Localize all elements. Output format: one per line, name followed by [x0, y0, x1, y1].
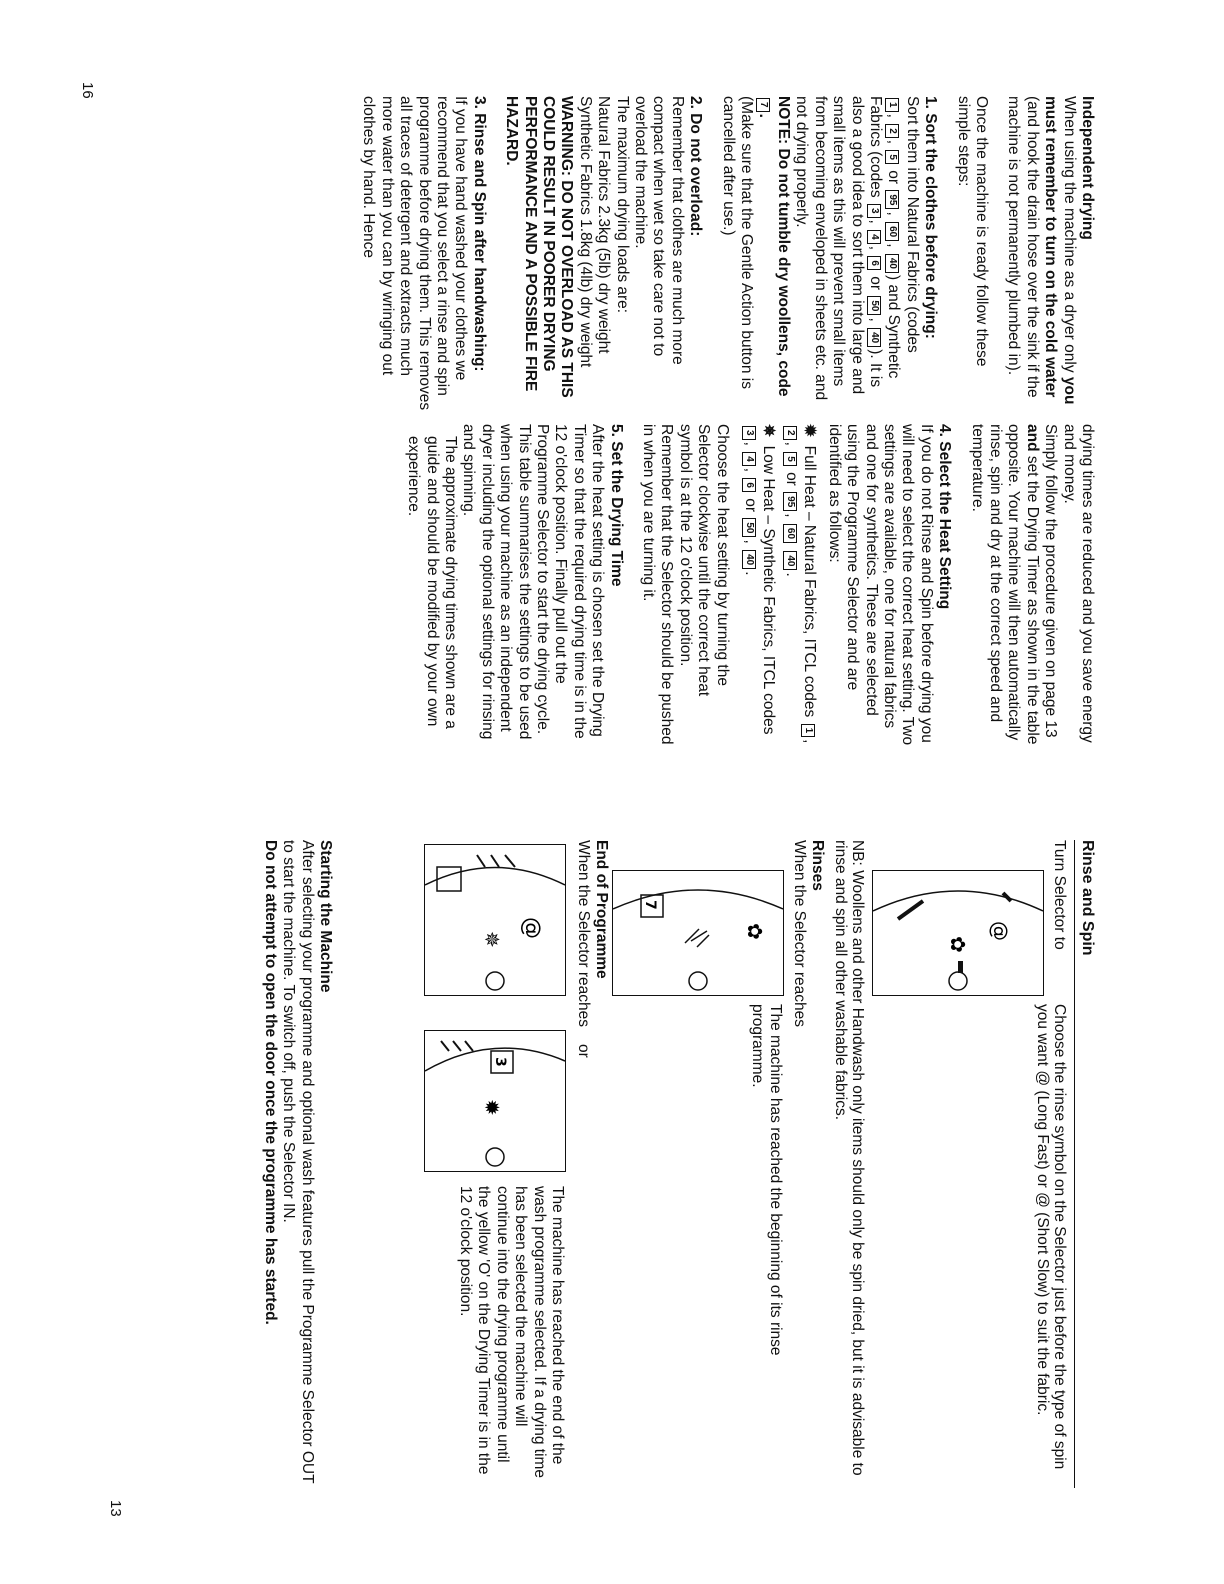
rinses-when: When the Selector reaches: [790, 840, 808, 1027]
end-heading: End of Programme: [593, 840, 610, 979]
step1-heading: 1. Sort the clothes before drying:: [922, 96, 940, 339]
short-slow-icon: @: [1034, 1192, 1051, 1208]
long-fast-icon: @: [1034, 1070, 1051, 1087]
step2-text: Remember that clothes are much more compact when wet so take care not to overload the machine.: [632, 96, 686, 365]
overload-warning: WARNING: DO NOT OVERLOAD AS THIS COULD RESULT IN POORER DRYING PERFORMANCE AND A POSSIBLE FIRE HAZARD.: [503, 96, 576, 398]
svg-text:✿: ✿: [743, 923, 767, 940]
page13-column: [1078, 840, 1096, 1480]
starting-heading: Starting the Machine: [317, 840, 334, 993]
rinse-spin-turn-label: Turn Selector to: [1051, 840, 1068, 950]
page16-column1: [345, 96, 1096, 412]
end-text: The machine has reached the end of the wash programme selected. If a drying time has been selected the machine will continue into the drying programme until the yellow 'O' on the Drying Timer is in the 12 o'clock position.: [456, 1186, 566, 1479]
end-or: or: [575, 1044, 592, 1058]
rinses-text: The machine has reached the beginning of its rinse programme.: [748, 1004, 784, 1356]
rinse-spin-heading: Rinse and Spin: [1079, 840, 1096, 956]
svg-text:✹: ✹: [480, 1099, 504, 1116]
rinses-section: [789, 840, 826, 1480]
independent-drying-heading: Independent drying: [1079, 96, 1096, 240]
gentle-action-note: (Make sure that the Gentle Action button is cancelled after use.): [719, 96, 756, 389]
selector-dial-end-1: [424, 844, 566, 996]
heat-choose-text: Choose the heat setting by turning the Selector clockwise until the correct heat symbol is at the 12 o'clock position. Remember that the Selector should be pushed in when you are turning it.: [640, 424, 731, 745]
page-number-13: 13: [107, 1500, 124, 1517]
wool-note: NOTE: Do not tumble dry woollens, code 7.: [756, 96, 792, 397]
natural-load: Natural Fabrics 2.3kg (5lb) dry weight: [595, 96, 613, 354]
dial-code-7: 7: [642, 900, 658, 910]
low-heat-icon: ✵: [760, 424, 778, 437]
step1-text: Sort them into Natural Fabrics (codes 1, 2, 5 or 95, 60, 40) and Synthetic Fabrics (codes 3, 4, 6 or 50, 40). It is also a good idea to sort them into large and small items as this will prevent small items from becoming enveloped in sheets etc. and not drying properly.: [793, 96, 921, 401]
selector-dial-rinses: [612, 870, 784, 996]
page-number-16: 16: [79, 82, 96, 99]
flower-icon: ✿: [946, 936, 970, 953]
end-section: [573, 840, 610, 1480]
full-heat-icon: ✹: [801, 424, 819, 437]
step3-text: If you have hand washed your clothes we recommend that you select a rinse and spin programme before drying them. This removes all traces of detergent and extracts much more water than you can by wringing out clothes by hand. Hence: [360, 96, 470, 411]
step5-text: After the heat setting is chosen set the Drying Timer so that the required drying time is in the 12 o'clock position. Finally pull out the Programme Selector to start the drying cycle.: [534, 424, 607, 739]
step4-heading: 4. Select the Heat Setting: [936, 424, 954, 610]
page16-column2: [390, 424, 1096, 746]
synthetic-load: Synthetic Fabrics 1.8kg (4lb) dry weight: [576, 96, 594, 368]
spin-symbol-icon: @: [988, 921, 1012, 941]
starting-section: [260, 840, 334, 1490]
rinses-heading: Rinses: [809, 840, 826, 891]
heading-rule: [1074, 840, 1075, 1488]
rinse-spin-text: Choose the rinse symbol on the Selector just before the type of spin you want @ (Long Fast) or @ (Short Slow) to suit the fabric.: [1034, 1004, 1068, 1470]
nb-note: NB: Woollens and other Handwash only items should only be spin dried, but it is advisable to rinse and spin all other washable fabrics.: [832, 840, 866, 1476]
dial-code-3: 3: [492, 1057, 508, 1067]
svg-text:@: @: [519, 917, 544, 939]
step5-heading: 5. Set the Drying Time: [607, 424, 625, 587]
step2-heading: 2. Do not overload:: [687, 96, 705, 237]
table-summary: This table summarises the settings to be used when using your machine as an independent dryer including the optional settings for rinsing and spinning.: [460, 424, 533, 740]
col2-intro: drying times are reduced and you save energy and money.: [1060, 424, 1096, 743]
low-heat-line: ✵ Low Heat – Synthetic Fabrics, ITCL codes 3, 4, 6 or 50, 40.: [742, 424, 778, 735]
door-warning: Do not attempt to open the door once the programme has started.: [261, 840, 279, 1325]
page13-reference: Simply follow the procedure given on page 13 and set the Drying Timer as shown in the table opposite. Your machine will then automatically rinse, spin and dry at the correct speed and temperature.: [968, 424, 1060, 745]
selector-dial-end-2: [424, 1030, 566, 1172]
full-heat-line: ✹ Full Heat – Natural Fabrics, ITCL codes 1, 2, 5 or 95, 60 40.: [782, 424, 819, 744]
steps-intro: Once the machine is ready follow these simple steps:: [954, 96, 990, 367]
svg-text:✵: ✵: [480, 931, 504, 948]
step3-heading: 3. Rinse and Spin after handwashing:: [470, 96, 488, 372]
step4-text: If you do not Rinse and Spin before drying you will need to select the correct heat setting. Two settings are available, one for natural fabrics and one for synthetics. These are selected using the Programme Selector and are identified as follows:: [825, 424, 935, 746]
end-when: When the Selector reaches: [574, 840, 592, 1027]
independent-drying-text: When using the machine as a dryer only you must remember to turn on the cold water (and hook the drain hose over the sink if the machine is not permanently plumbed in).: [1005, 96, 1078, 405]
starting-text: After selecting your programme and optional wash features pull the Programme Selector OUT to start the machine. To switch off, push the Selector IN.: [280, 840, 316, 1484]
drying-times-guide: The approximate drying times shown are a guide and should be modified by your own experience.: [405, 436, 459, 729]
selector-dial-rinse-spin: [872, 870, 1044, 996]
max-loads-title: The maximum drying loads are:: [613, 96, 631, 314]
